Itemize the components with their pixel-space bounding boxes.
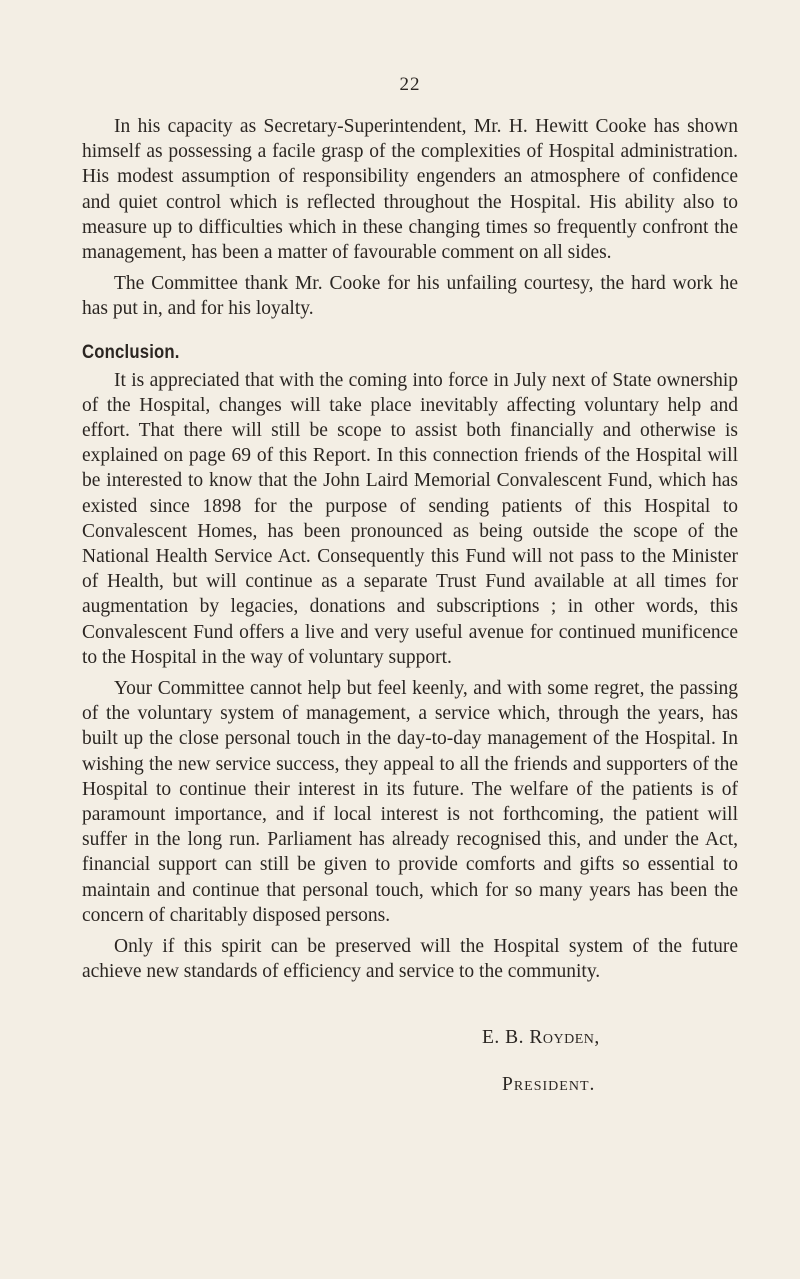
paragraph-future: Only if this spirit can be preserved will the Hospital system of the future achieve new standards of efficiency and service to the community. <box>82 936 738 983</box>
signature-block <box>482 1025 738 1097</box>
paragraph-secretary: In his capacity as Secretary-Superintendent, Mr. H. Hewitt Cooke has shown himself as possessing a facile grasp of the complexities of Hospital administration. His modest assumption of responsibility engenders an atmosphere of confidence and quiet control which is reflected throughout the Hospital. His ability also to measure up to difficulties which in these changing times so frequently confront the management, has been a matter of favourable comment on all sides. <box>82 116 738 264</box>
paragraph-state-ownership: It is appreciated that with the coming into force in July next of State ownership of the Hospital, changes will take place inevitably affecting voluntary help and effort. That there will still be scope to assist both financially and otherwise is explained on page 69 of this Report. In this connection friends of the Hospital will be interested to know that the John Laird Memorial Convalescent Fund, which has existed since 1898 for the purpose of sending patients of this Hospital to Convalescent Homes, has been pronounced as being outside the scope of the National Health Service Act. Consequently this Fund will not pass to the Minister of Health, but will continue as a separate Trust Fund available at all times for augmentation by legacies, donations and subscriptions ; in other words, this Convalescent Fund offers a live and very useful avenue for continued munificence to the Hospital in the way of voluntary support. <box>82 369 738 668</box>
document-page <box>82 74 738 1097</box>
signatory-name: E. B. Royden, <box>482 1026 600 1048</box>
section-heading-conclusion: Conclusion. <box>82 341 180 363</box>
signatory-title: President. <box>502 1073 596 1095</box>
paragraph-thanks: The Committee thank Mr. Cooke for his unfailing courtesy, the hard work he has put in, and for his loyalty. <box>82 273 738 320</box>
paragraph-voluntary-system: Your Committee cannot help but feel keenly, and with some regret, the passing of the voluntary system of management, a service which, through the years, has built up the close personal touch in the day-to-day management of the Hospital. In wishing the new service success, they appeal to all the friends and supporters of the Hospital to continue their interest in its future. The welfare of the patients is of paramount importance, and if local interest is not forthcoming, the patient will suffer in the long run. Parliament has already recognised this, and under the Act, financial support can still be given to provide comforts and gifts so essential to maintain and continue that personal touch, which for so many years has been the concern of charitably disposed persons. <box>82 678 738 926</box>
page-number: 22 <box>399 74 421 95</box>
